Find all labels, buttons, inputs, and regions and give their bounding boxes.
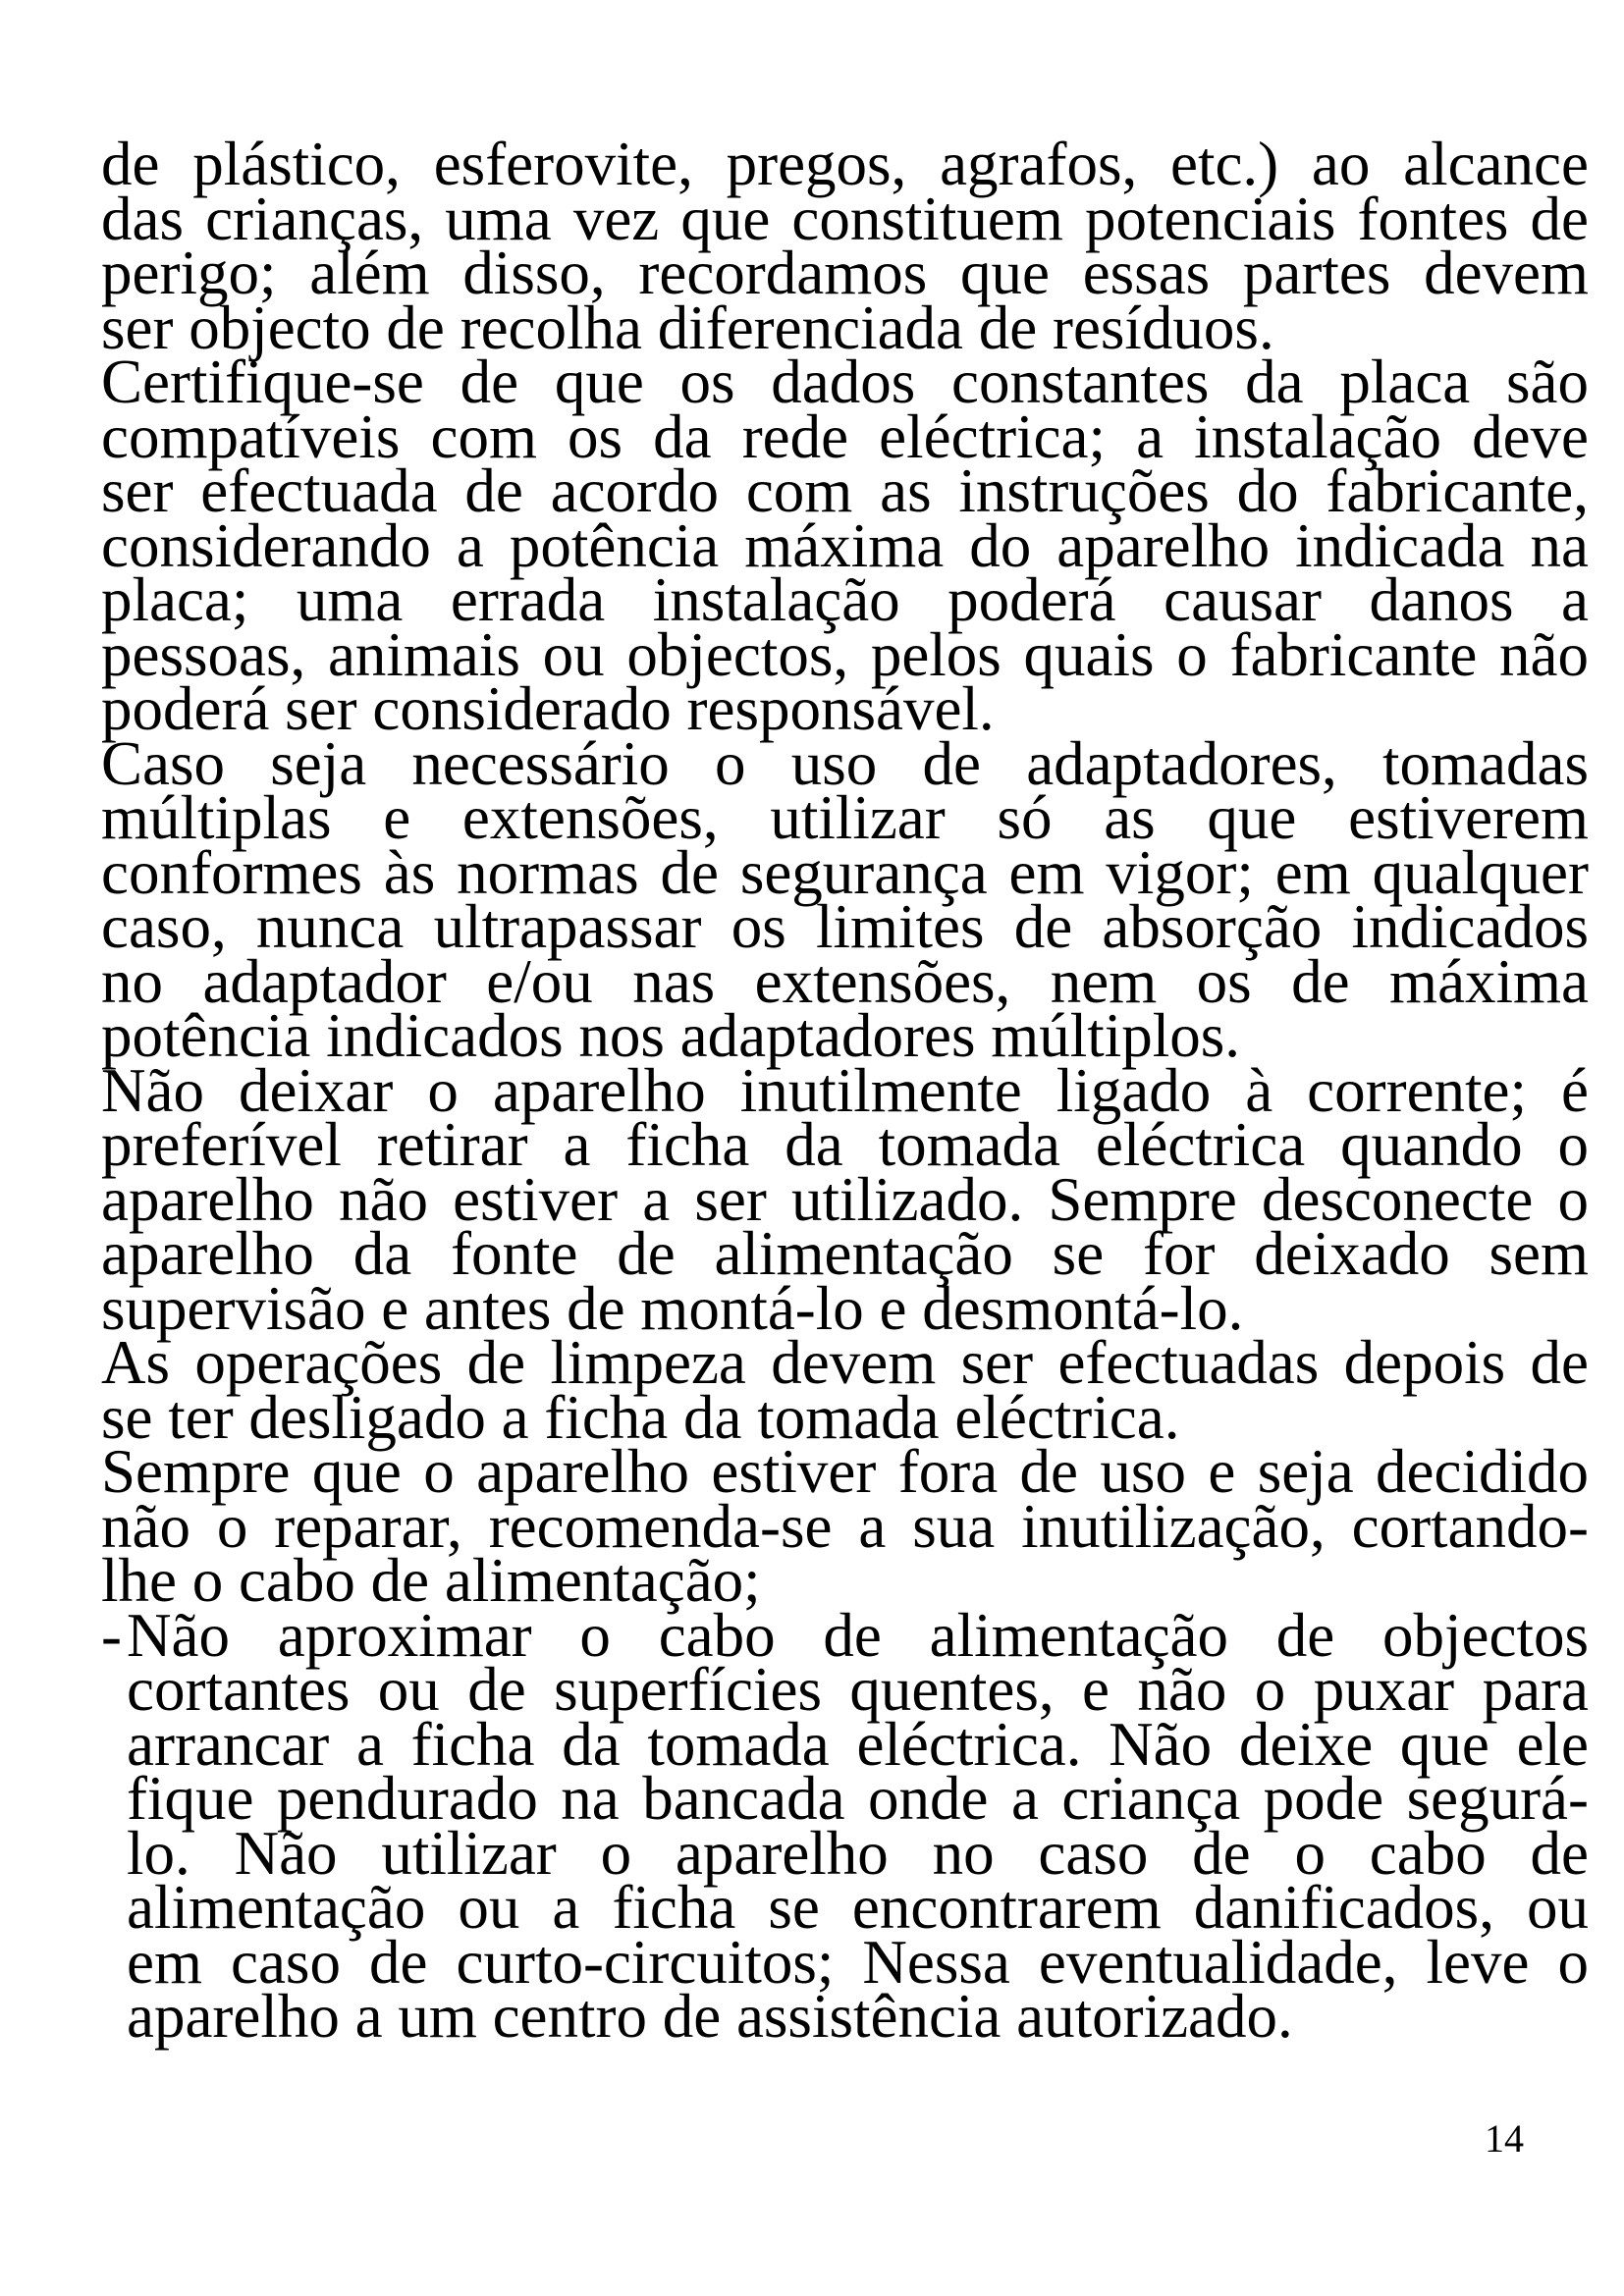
bullet-item-power-cable: [101, 1600, 1589, 2051]
text-line: perigo; além disso, recordamos que essas partes devem: [101, 239, 1589, 307]
text-line: compatíveis com os da rede eléctrica; a instalação deve: [101, 401, 1589, 471]
text-line: conformes às normas de segurança em vigor; em qualquer: [101, 837, 1589, 907]
text-line: poderá ser considerado responsável.: [101, 674, 995, 743]
text-line: Certifique-se de que os dados constantes da placa são: [101, 347, 1589, 416]
text-line: considerando a potência máxima do aparelho indicada na: [101, 510, 1589, 580]
text-line: pessoas, animais ou objectos, pelos quais o fabricante não: [101, 619, 1589, 689]
bullet-marker: -: [101, 1600, 122, 1670]
text-line: As operações de limpeza devem ser efectuadas depois de: [101, 1328, 1589, 1397]
text-line: aparelho a um centro de assistência autorizado.: [127, 1982, 1293, 2051]
text-line: aparelho da fonte de alimentação se for deixado sem: [101, 1219, 1589, 1288]
text-line: Não deixar o aparelho inutilmente ligado à corrente; é: [101, 1055, 1589, 1125]
text-line: no adaptador e/ou nas extensões, nem os de máxima: [101, 946, 1589, 1016]
text-line: lo. Não utilizar o aparelho no caso de o cabo de: [127, 1818, 1589, 1888]
text-line: ser objecto de recolha diferenciada de resíduos.: [101, 293, 1274, 362]
text-line: múltiplas e extensões, utilizar só as que estiverem: [101, 783, 1589, 852]
text-line: alimentação ou a ficha se encontrarem danificados, ou: [127, 1873, 1589, 1942]
text-line: arrancar a ficha da tomada eléctrica. Não deixe que ele: [127, 1709, 1589, 1779]
text-line: Não aproximar o cabo de alimentação de objectos: [127, 1600, 1589, 1670]
text-line: não o reparar, recomenda-se a sua inutilização, cortando-: [101, 1491, 1589, 1561]
text-line: preferível retirar a ficha da tomada eléctrica quando o: [101, 1110, 1589, 1179]
text-line: caso, nunca ultrapassar os limites de absorção indicados: [101, 892, 1589, 961]
text-line: potência indicados nos adaptadores múltiplos.: [101, 1001, 1240, 1070]
text-line: aparelho não estiver a ser utilizado. Sempre desconecte o: [101, 1164, 1589, 1234]
paragraph-packaging-warning: [101, 130, 1589, 362]
paragraph-cleaning: [101, 1328, 1589, 1452]
paragraph-unplug: [101, 1055, 1589, 1343]
text-line: placa; uma errada instalação poderá causar danos a: [101, 565, 1589, 634]
text-line: em caso de curto-circuitos; Nessa eventualidade, leve o: [127, 1927, 1589, 1997]
text-line: supervisão e antes de montá-lo e desmontá-lo.: [101, 1273, 1244, 1343]
text-line: de plástico, esferovite, pregos, agrafos, etc.) ao alcance: [101, 130, 1589, 198]
text-line: se ter desligado a ficha da tomada eléctrica.: [101, 1382, 1180, 1452]
text-line: Caso seja necessário o uso de adaptadores, tomadas: [101, 728, 1589, 798]
paragraph-adapters: [101, 728, 1589, 1070]
text-line: das crianças, uma vez que constituem potenciais fontes de: [101, 184, 1589, 253]
text-line: fique pendurado na bancada onde a criança pode segurá-: [127, 1764, 1589, 1833]
paragraph-disposal: [101, 1437, 1589, 1615]
text-line: lhe o cabo de alimentação;: [101, 1546, 761, 1615]
page-body: [101, 130, 1589, 2051]
text-line: ser efectuada de acordo com as instruções do fabricante,: [101, 456, 1589, 525]
text-line: cortantes ou de superfícies quentes, e não o puxar para: [127, 1655, 1589, 1724]
paragraph-electrical-compatibility: [101, 347, 1589, 743]
text-line: Sempre que o aparelho estiver fora de uso e seja decidido: [101, 1437, 1589, 1506]
page-number: 14: [1485, 2116, 1524, 2161]
